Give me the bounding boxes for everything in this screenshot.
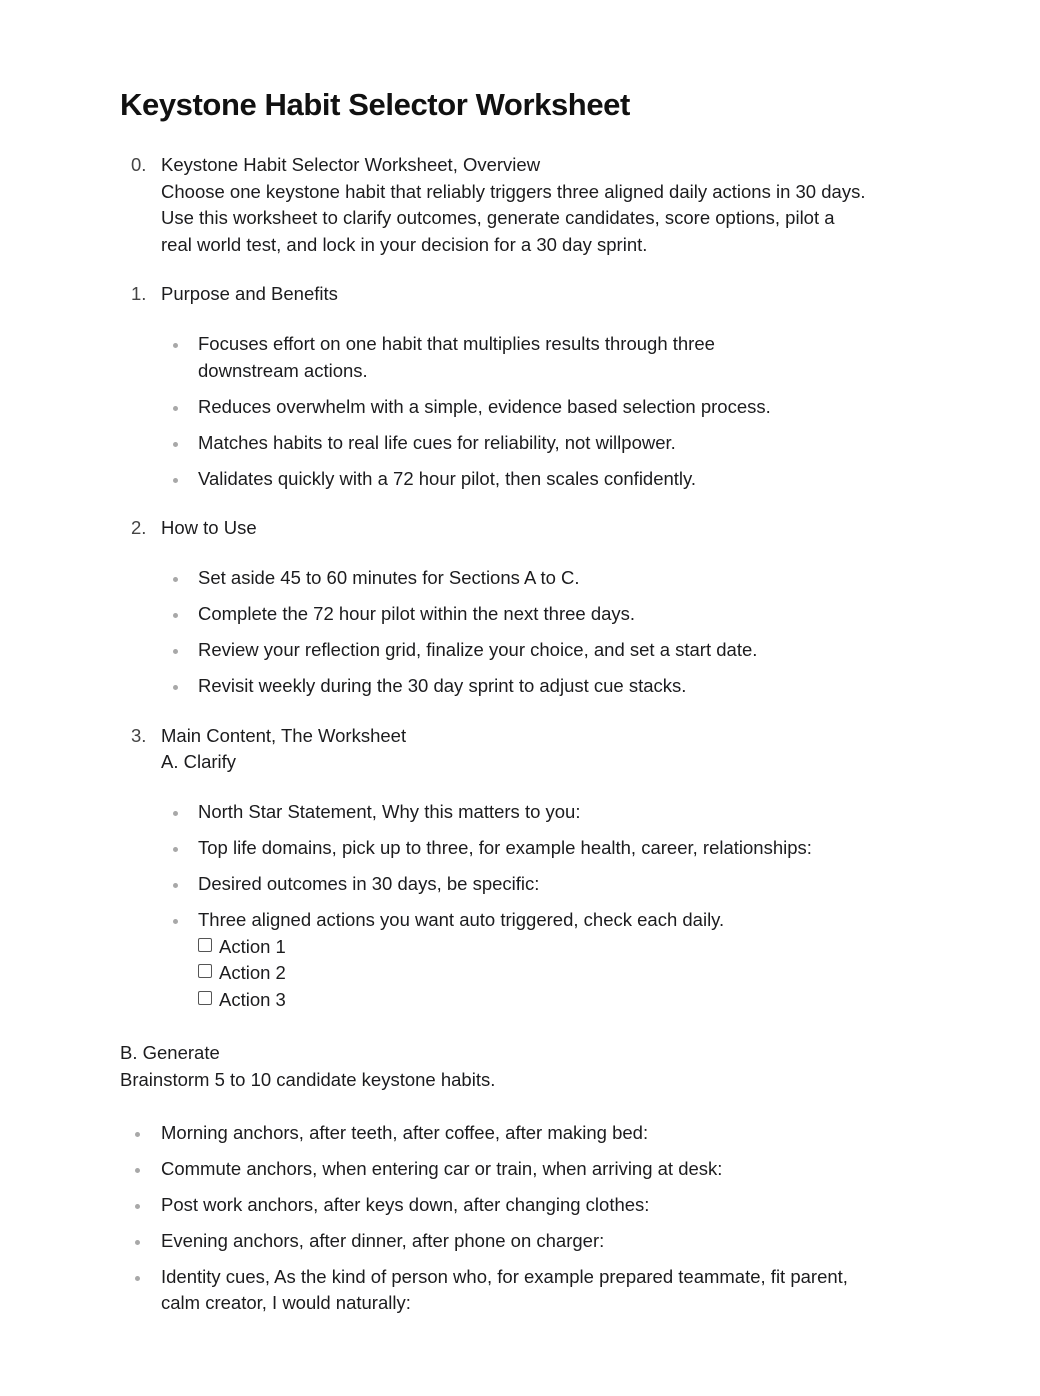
list-item: Reduces overwhelm with a simple, evidence based selection process. — [161, 394, 940, 421]
bullet-dot — [173, 577, 178, 582]
bullet-dot — [173, 649, 178, 654]
action-checkbox-row[interactable] — [198, 987, 940, 1014]
numbered-sections — [120, 152, 940, 1013]
action-checkbox-row[interactable] — [198, 960, 940, 987]
section-heading: How to Use — [161, 517, 257, 538]
action-checkbox-row[interactable] — [198, 934, 940, 961]
bullet-dot — [173, 685, 178, 690]
bullet-dot — [173, 442, 178, 447]
overview-line: Choose one keystone habit that reliably triggers three aligned daily actions in 30 days. — [161, 180, 866, 202]
list-item: Set aside 45 to 60 minutes for Sections A to C. — [161, 565, 940, 592]
list-item: Revisit weekly during the 30 day sprint to adjust cue stacks. — [161, 673, 940, 700]
list-item: Validates quickly with a 72 hour pilot, then scales confidently. — [161, 466, 940, 493]
section-heading: Purpose and Benefits — [161, 283, 338, 304]
bullet-dot — [135, 1240, 140, 1245]
generate-bullets — [120, 1120, 940, 1317]
section-main-content — [120, 723, 940, 1014]
section-number: 2. — [131, 517, 147, 538]
bullet-dot — [173, 883, 178, 888]
bullet-dot — [135, 1204, 140, 1209]
checkbox-label: Action 2 — [219, 962, 286, 983]
list-item: Identity cues, As the kind of person who, for example prepared teammate, fit parent, calm creator, I would naturally: — [120, 1264, 940, 1317]
section-how-to-use — [120, 515, 940, 700]
bullet-dot — [173, 811, 178, 816]
generate-section — [120, 1040, 940, 1093]
list-item: Desired outcomes in 30 days, be specific: — [161, 871, 940, 898]
bullet-dot — [173, 343, 178, 348]
page-title: Keystone Habit Selector Worksheet — [120, 87, 630, 122]
bullet-dot — [173, 847, 178, 852]
list-item: Top life domains, pick up to three, for example health, career, relationships: — [161, 835, 940, 862]
action-2-checkbox[interactable] — [198, 964, 212, 978]
bullet-dot — [173, 478, 178, 483]
overview-line: Use this worksheet to clarify outcomes, generate candidates, score options, pilot a — [161, 207, 835, 228]
bullet-dot — [173, 613, 178, 618]
bullet-dot — [135, 1168, 140, 1173]
section-purpose — [120, 281, 940, 492]
how-to-use-bullets — [161, 565, 940, 700]
worksheet-page — [120, 84, 940, 1317]
list-item: Focuses effort on one habit that multiplies results through three downstream actions. — [161, 331, 940, 384]
overview-line: real world test, and lock in your decision for a 30 day sprint. — [161, 233, 648, 255]
list-item: Evening anchors, after dinner, after phone on charger: — [120, 1228, 940, 1255]
bullet-dot — [135, 1276, 140, 1281]
section-heading: Main Content, The Worksheet — [161, 724, 407, 746]
list-item: Morning anchors, after teeth, after coffee, after making bed: — [120, 1120, 940, 1147]
clarify-bullets — [161, 799, 940, 1013]
checkbox-label: Action 3 — [219, 988, 286, 1010]
subsection-heading: A. Clarify — [161, 751, 237, 772]
purpose-bullets — [161, 331, 940, 492]
section-number: 0. — [131, 154, 147, 175]
list-item: Post work anchors, after keys down, after changing clothes: — [120, 1192, 940, 1219]
list-item: Three aligned actions you want auto triggered, check each daily. Action 1 Action 2 Action 3 — [161, 907, 940, 1013]
generate-intro: Brainstorm 5 to 10 candidate keystone habits. — [120, 1068, 496, 1090]
list-item: Matches habits to real life cues for reliability, not willpower. — [161, 430, 940, 457]
list-item: Commute anchors, when entering car or train, when arriving at desk: — [120, 1156, 940, 1183]
generate-heading: B. Generate — [120, 1042, 220, 1063]
checkbox-label: Action 1 — [219, 935, 286, 957]
list-item: North Star Statement, Why this matters to you: — [161, 799, 940, 826]
action-3-checkbox[interactable] — [198, 991, 212, 1005]
bullet-dot — [135, 1132, 140, 1137]
section-number: 1. — [131, 283, 147, 304]
bullet-dot — [173, 406, 178, 411]
bullet-dot — [173, 919, 178, 924]
list-item: Complete the 72 hour pilot within the next three days. — [161, 601, 940, 628]
section-overview — [120, 152, 940, 258]
section-heading: Keystone Habit Selector Worksheet, Overview — [161, 154, 541, 175]
list-item: Review your reflection grid, finalize your choice, and set a start date. — [161, 637, 940, 664]
action-1-checkbox[interactable] — [198, 938, 212, 952]
section-number: 3. — [131, 724, 147, 746]
